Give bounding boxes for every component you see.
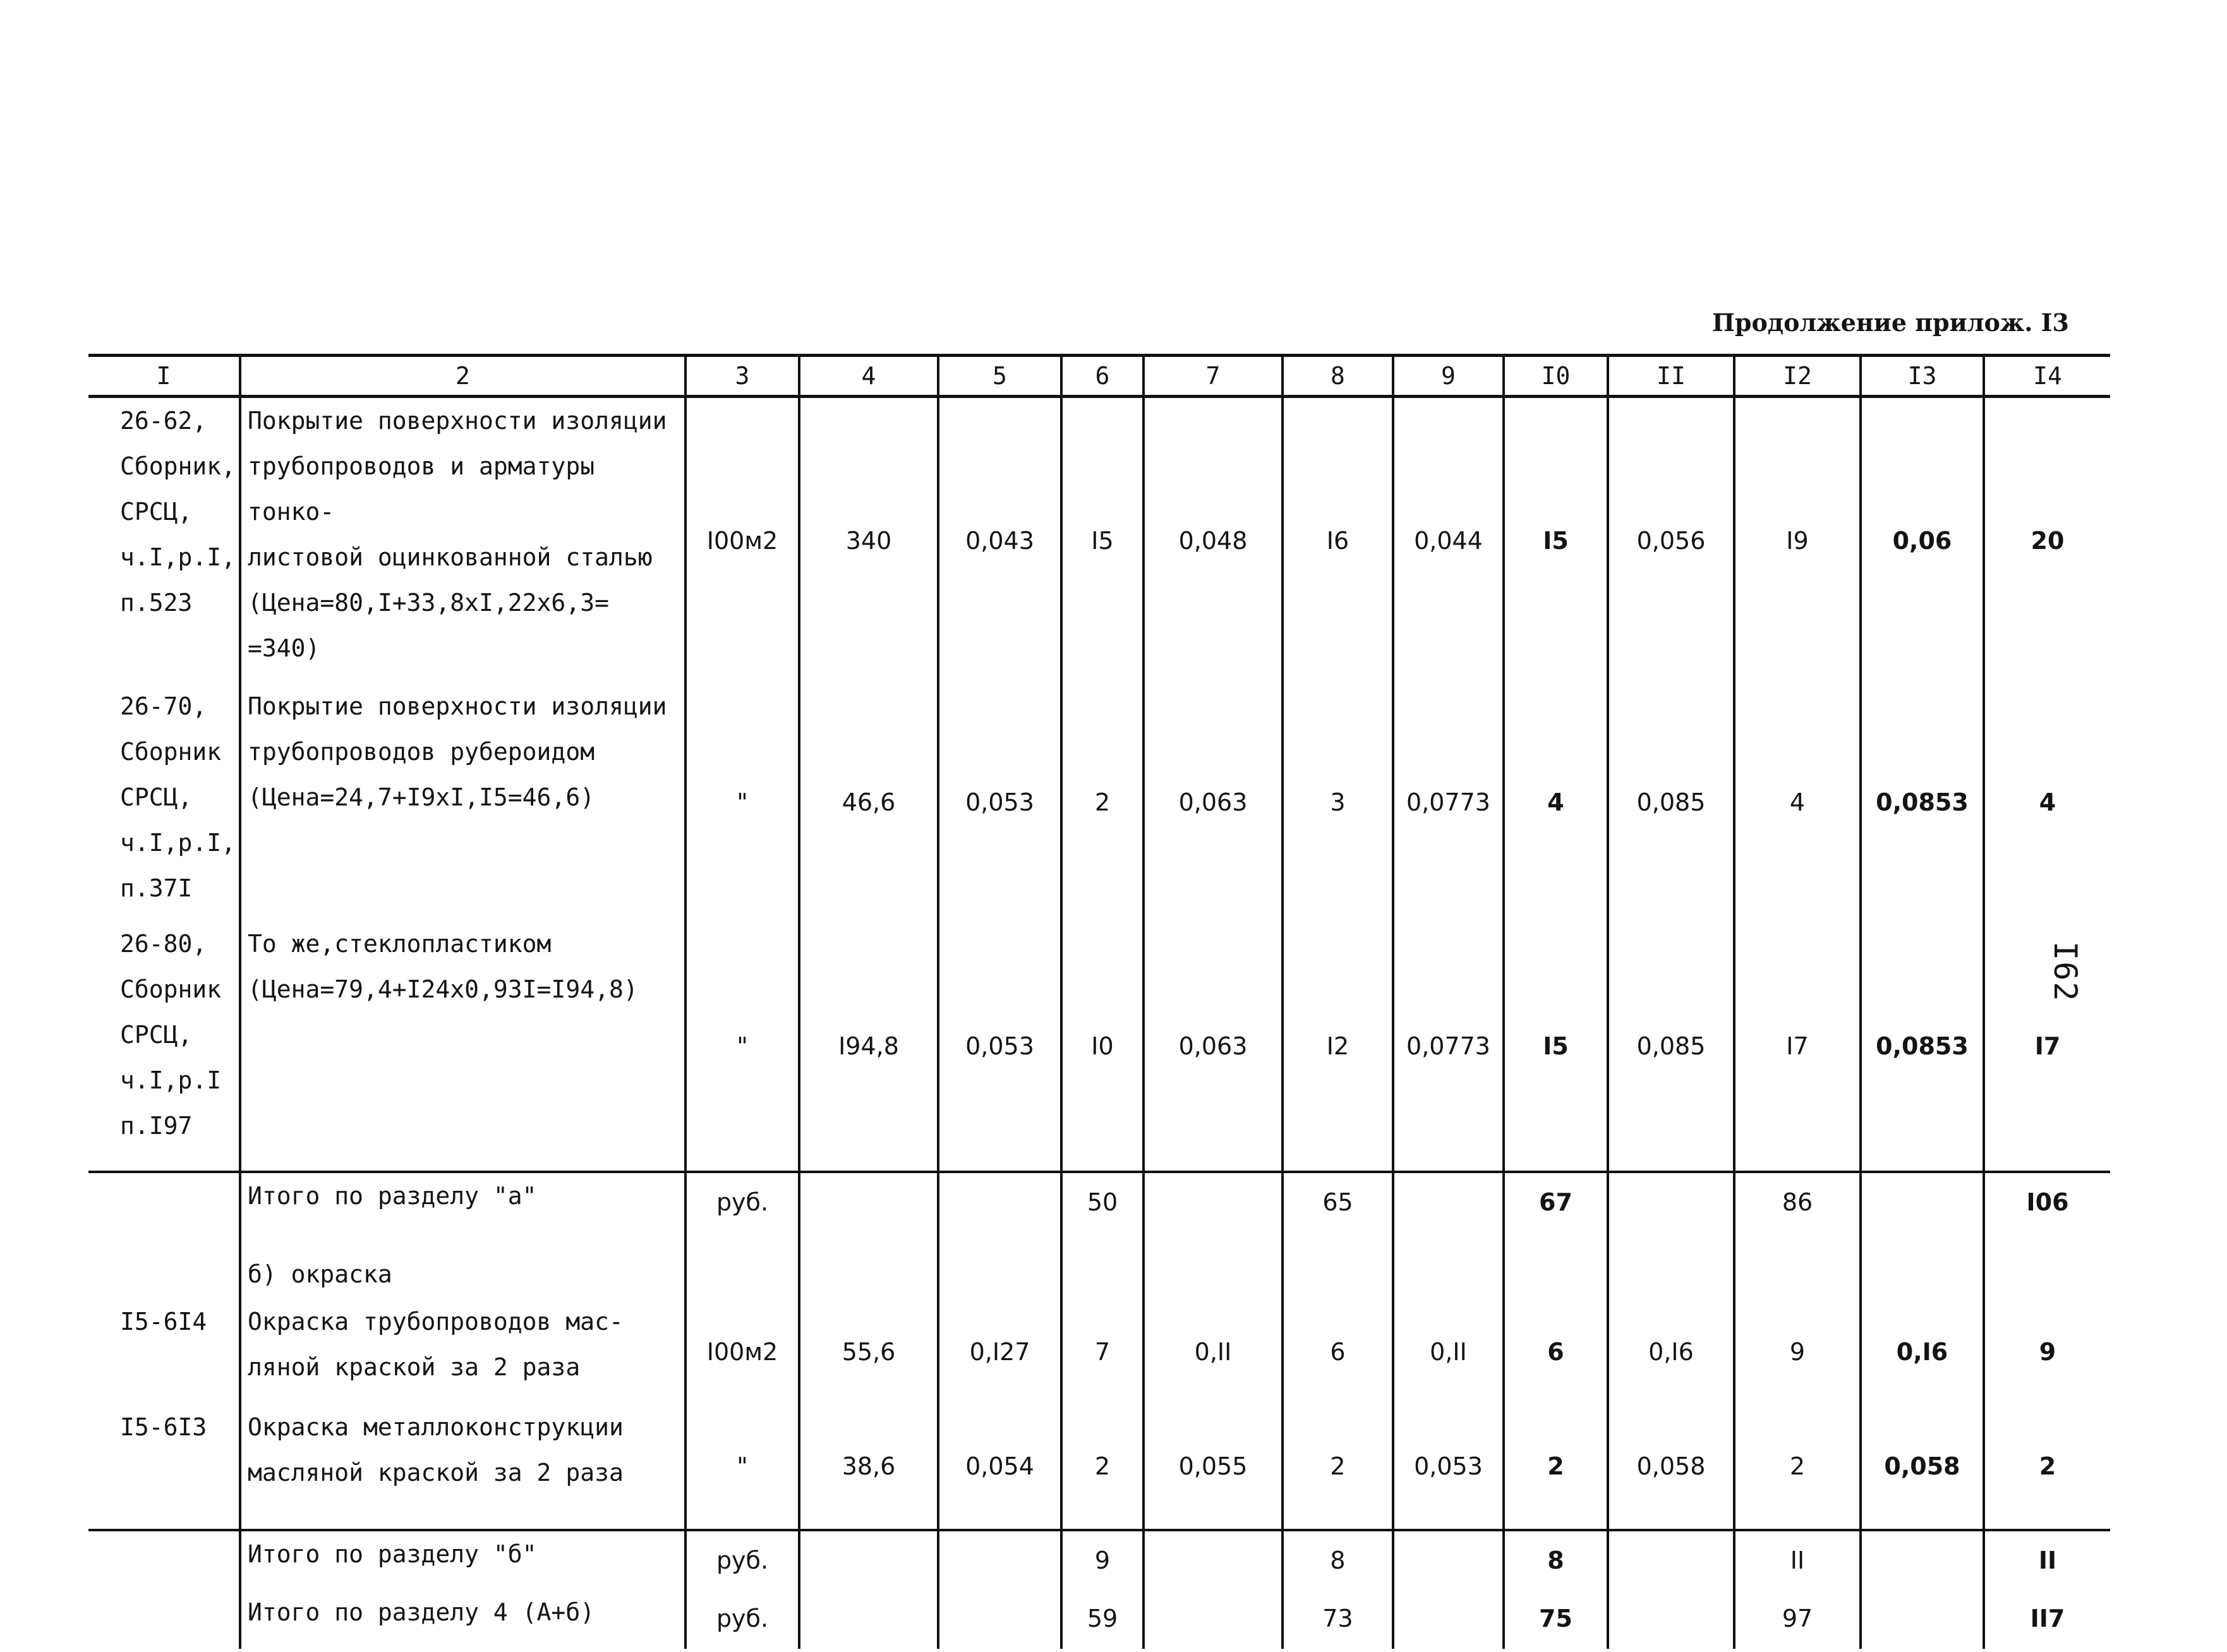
row-description-text: Итого по разделу "а"	[248, 1182, 537, 1210]
cell-col-10: 4	[1504, 684, 1608, 921]
cell-col-11: 0,085	[1608, 684, 1734, 921]
col-header: 5	[938, 356, 1061, 397]
cell-col-11	[1608, 1251, 1734, 1299]
continuation-caption: Продолжение прилож. I3	[1712, 308, 2069, 337]
cell-col-10: 67	[1504, 1172, 1608, 1251]
cell-col-11: 0,085	[1608, 921, 1734, 1172]
cell-col-5	[938, 1172, 1061, 1251]
cell-col-5	[938, 1589, 1061, 1649]
cell-col-11: 0,I6	[1608, 1299, 1734, 1404]
cell-col-3: руб.	[685, 1589, 799, 1649]
row-description-text: Покрытие поверхности изоляции трубопроводов рубероидом (Цена=24,7+I9хI,I5=46,6)	[248, 692, 667, 811]
table-row	[88, 397, 2110, 684]
cell-col-7: 0,048	[1144, 397, 1282, 684]
col-header: 8	[1282, 356, 1393, 397]
cell-col-13: 0,I6	[1861, 1299, 1984, 1404]
cell-col-6: 50	[1061, 1172, 1144, 1251]
cell-col-12: 86	[1734, 1172, 1861, 1251]
cell-col-8: I2	[1282, 921, 1393, 1172]
cell-col-3: I00м2	[685, 397, 799, 684]
cell-col-4: I94,8	[799, 921, 938, 1172]
cell-col-6: 2	[1061, 684, 1144, 921]
cell-col-11: 0,056	[1608, 397, 1734, 684]
cell-col-7	[1144, 1172, 1282, 1251]
cell-col-10: 8	[1504, 1530, 1608, 1589]
cell-col-9	[1393, 1589, 1504, 1649]
cell-col-5: 0,053	[938, 684, 1061, 921]
row-description	[240, 1299, 685, 1404]
row-description-text: Итого по разделу 4 (А+б)	[248, 1598, 595, 1626]
cell-col-14: 2	[1984, 1404, 2110, 1530]
row-description-text: Итого по разделу "б"	[248, 1540, 537, 1568]
cell-col-6: 9	[1061, 1530, 1144, 1589]
row-code	[88, 1172, 240, 1251]
col-header: II	[1608, 356, 1734, 397]
table-row	[88, 921, 2110, 1172]
cell-col-5	[938, 1530, 1061, 1589]
cell-col-13: 0,06	[1861, 397, 1984, 684]
cell-col-13	[1861, 1589, 1984, 1649]
cell-col-11	[1608, 1172, 1734, 1251]
cell-col-12: 2	[1734, 1404, 1861, 1530]
cell-col-4	[799, 1589, 938, 1649]
cell-col-13: 0,058	[1861, 1404, 1984, 1530]
table-row	[88, 1251, 2110, 1299]
cell-col-7: 0,063	[1144, 684, 1282, 921]
cell-col-12: I7	[1734, 921, 1861, 1172]
row-description-text: Покрытие поверхности изоляции трубопроводов и арматуры тонко- листовой оцинкованной сталью (Цена=80,I+33,8хI,22х6,3= =340)	[248, 407, 667, 662]
row-description	[240, 921, 685, 1172]
cell-col-10: 2	[1504, 1404, 1608, 1530]
cell-col-9: 0,053	[1393, 1404, 1504, 1530]
cell-col-7	[1144, 1530, 1282, 1589]
cell-col-5: 0,043	[938, 397, 1061, 684]
cell-col-8: 73	[1282, 1589, 1393, 1649]
table-row	[88, 1589, 2110, 1649]
col-header: 4	[799, 356, 938, 397]
cell-col-9	[1393, 1530, 1504, 1589]
cell-col-9: 0,II	[1393, 1299, 1504, 1404]
cell-col-7: 0,II	[1144, 1299, 1282, 1404]
row-code	[88, 1251, 240, 1299]
cell-col-14	[1984, 1251, 2110, 1299]
cell-col-14: II	[1984, 1530, 2110, 1589]
row-description	[240, 397, 685, 684]
row-description	[240, 1589, 685, 1649]
row-code	[88, 1530, 240, 1589]
estimate-table	[88, 354, 2110, 1649]
table-row	[88, 684, 2110, 921]
col-header: I4	[1984, 356, 2110, 397]
col-header: I	[88, 356, 240, 397]
cell-col-9: 0,0773	[1393, 921, 1504, 1172]
row-description-text: То же,стеклопластиком (Цена=79,4+I24х0,93I=I94,8)	[248, 930, 638, 1004]
cell-col-6: 59	[1061, 1589, 1144, 1649]
cell-col-6: I5	[1061, 397, 1144, 684]
table-row	[88, 1404, 2110, 1530]
row-code	[88, 1299, 240, 1404]
cell-col-13: 0,0853	[1861, 921, 1984, 1172]
row-code	[88, 397, 240, 684]
cell-col-3: I00м2	[685, 1299, 799, 1404]
cell-col-3	[685, 1251, 799, 1299]
cell-col-4	[799, 1530, 938, 1589]
page-number: I62	[2047, 941, 2084, 1003]
col-header: I3	[1861, 356, 1984, 397]
cell-col-14: I7	[1984, 921, 2110, 1172]
cell-col-8: 3	[1282, 684, 1393, 921]
cell-col-5: 0,054	[938, 1404, 1061, 1530]
cell-col-11: 0,058	[1608, 1404, 1734, 1530]
table-row	[88, 1299, 2110, 1404]
row-description	[240, 1530, 685, 1589]
row-code-text: I5-6I3	[120, 1413, 207, 1442]
row-code	[88, 684, 240, 921]
cell-col-9: 0,044	[1393, 397, 1504, 684]
cell-col-3: руб.	[685, 1530, 799, 1589]
cell-col-14: 20	[1984, 397, 2110, 684]
cell-col-11	[1608, 1530, 1734, 1589]
cell-col-10: I5	[1504, 397, 1608, 684]
cell-col-8: 2	[1282, 1404, 1393, 1530]
cell-col-10: 6	[1504, 1299, 1608, 1404]
cell-col-4: 46,6	[799, 684, 938, 921]
cell-col-12: 4	[1734, 684, 1861, 921]
cell-col-12: I9	[1734, 397, 1861, 684]
col-header: I0	[1504, 356, 1608, 397]
cell-col-8: 6	[1282, 1299, 1393, 1404]
cell-col-4: 340	[799, 397, 938, 684]
col-header: I2	[1734, 356, 1861, 397]
cell-col-9	[1393, 1251, 1504, 1299]
cell-col-3: "	[685, 921, 799, 1172]
row-code-text: 26-80, Сборник СРСЦ, ч.I,р.I п.I97	[120, 930, 222, 1140]
cell-col-5: 0,053	[938, 921, 1061, 1172]
table-row	[88, 1530, 2110, 1589]
row-description	[240, 684, 685, 921]
cell-col-10: I5	[1504, 921, 1608, 1172]
cell-col-12: II	[1734, 1530, 1861, 1589]
row-description-text: б) окраска	[248, 1260, 392, 1288]
cell-col-9: 0,0773	[1393, 684, 1504, 921]
cell-col-3: "	[685, 684, 799, 921]
cell-col-7: 0,063	[1144, 921, 1282, 1172]
col-header: 6	[1061, 356, 1144, 397]
cell-col-7: 0,055	[1144, 1404, 1282, 1530]
cell-col-3: руб.	[685, 1172, 799, 1251]
row-description	[240, 1172, 685, 1251]
cell-col-5: 0,I27	[938, 1299, 1061, 1404]
cell-col-14: I06	[1984, 1172, 2110, 1251]
col-header: 7	[1144, 356, 1282, 397]
row-code	[88, 1589, 240, 1649]
cell-col-9	[1393, 1172, 1504, 1251]
cell-col-8: 65	[1282, 1172, 1393, 1251]
cell-col-3: "	[685, 1404, 799, 1530]
column-number-row	[88, 356, 2110, 397]
cell-col-13	[1861, 1530, 1984, 1589]
col-header: 3	[685, 356, 799, 397]
row-description	[240, 1251, 685, 1299]
cell-col-7	[1144, 1589, 1282, 1649]
row-code	[88, 1404, 240, 1530]
cell-col-12	[1734, 1251, 1861, 1299]
cell-col-6: I0	[1061, 921, 1144, 1172]
cell-col-6: 7	[1061, 1299, 1144, 1404]
cell-col-14: II7	[1984, 1589, 2110, 1649]
cell-col-7	[1144, 1251, 1282, 1299]
cell-col-6: 2	[1061, 1404, 1144, 1530]
cell-col-8: I6	[1282, 397, 1393, 684]
row-description-text: Окраска металлоконструкции масляной краской за 2 раза	[248, 1413, 624, 1487]
cell-col-4	[799, 1251, 938, 1299]
row-description	[240, 1404, 685, 1530]
row-code-text: 26-62, Сборник, СРСЦ, ч.I,р.I, п.523	[120, 407, 236, 617]
cell-col-10	[1504, 1251, 1608, 1299]
row-code-text: 26-70, Сборник СРСЦ, ч.I,р.I, п.37I	[120, 692, 236, 902]
cell-col-4: 38,6	[799, 1404, 938, 1530]
cell-col-6	[1061, 1251, 1144, 1299]
cell-col-13	[1861, 1251, 1984, 1299]
cell-col-13	[1861, 1172, 1984, 1251]
row-description-text: Окраска трубопроводов мас- ляной краской за 2 раза	[248, 1307, 624, 1381]
cell-col-13: 0,0853	[1861, 684, 1984, 921]
col-header: 9	[1393, 356, 1504, 397]
cell-col-11	[1608, 1589, 1734, 1649]
row-code-text: I5-6I4	[120, 1307, 207, 1335]
table-row	[88, 1172, 2110, 1251]
cell-col-12: 9	[1734, 1299, 1861, 1404]
cell-col-8: 8	[1282, 1530, 1393, 1589]
cell-col-10: 75	[1504, 1589, 1608, 1649]
cell-col-14: 9	[1984, 1299, 2110, 1404]
cell-col-14: 4	[1984, 684, 2110, 921]
cell-col-4	[799, 1172, 938, 1251]
cell-col-5	[938, 1251, 1061, 1299]
col-header: 2	[240, 356, 685, 397]
row-code	[88, 921, 240, 1172]
cell-col-4: 55,6	[799, 1299, 938, 1404]
cell-col-8	[1282, 1251, 1393, 1299]
cell-col-12: 97	[1734, 1589, 1861, 1649]
